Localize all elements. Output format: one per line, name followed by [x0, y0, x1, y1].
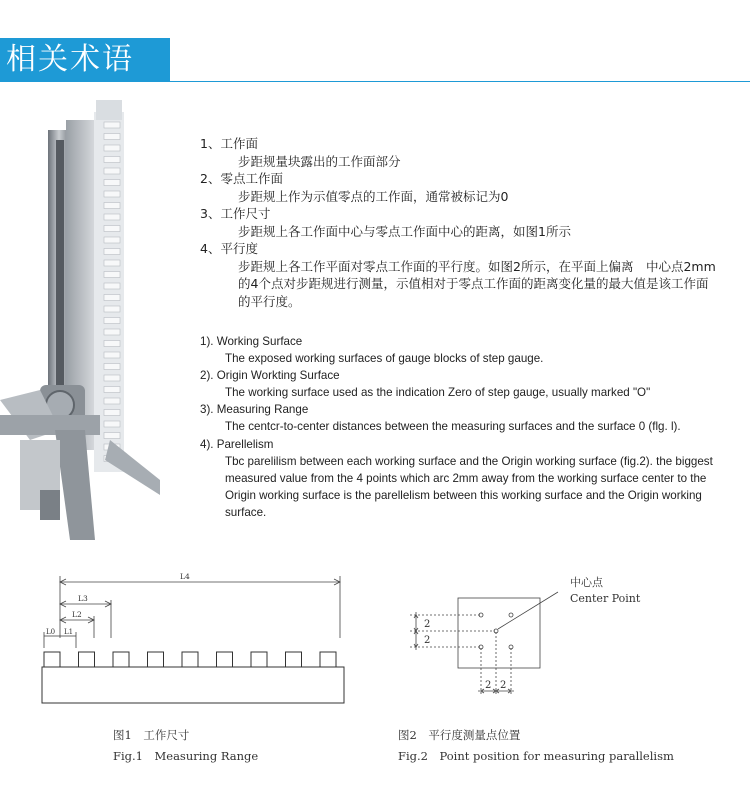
- gauge-block: [104, 341, 120, 347]
- figure-2-caption-cn: 图2 平行度测量点位置: [398, 728, 521, 742]
- gauge-block: [104, 306, 120, 312]
- gauge-block: [104, 398, 120, 404]
- gauge-block: [104, 295, 120, 301]
- figure-1-block: [44, 652, 60, 667]
- gauge-block: [104, 226, 120, 232]
- term-cn-heading-4: 4、平行度: [200, 241, 258, 256]
- gauge-block: [104, 352, 120, 358]
- figure-1-block: [217, 652, 233, 667]
- gauge-block: [104, 180, 120, 186]
- figure-1-caption-cn: 图1 工作尺寸: [113, 728, 190, 742]
- figure-2-caption-en: Fig.2 Point position for measuring parallelism: [398, 749, 674, 763]
- gauge-block: [104, 249, 120, 255]
- figure-1-block: [113, 652, 129, 667]
- dim-label-left-1: 2: [424, 619, 431, 630]
- figure-1-block: [320, 652, 336, 667]
- gauge-block: [104, 191, 120, 197]
- gauge-block: [104, 421, 120, 427]
- figure-1-blocks: [44, 652, 336, 667]
- figure-1-diagram: [38, 568, 348, 718]
- center-point-en: Center Point: [570, 592, 641, 605]
- label-l1: L1: [64, 628, 74, 636]
- gauge-block: [104, 387, 120, 393]
- gauge-block: [104, 375, 120, 381]
- gauge-block: [104, 168, 120, 174]
- term-en-desc-3: The centcr-to-center distances between the measuring surfaces and the surface 0 (flg. l).: [225, 420, 681, 434]
- gauge-block: [104, 318, 120, 324]
- gauge-block: [104, 260, 120, 266]
- term-cn-heading-2: 2、零点工作面: [200, 171, 283, 186]
- figure-1-block: [182, 652, 198, 667]
- terms-en: [200, 333, 720, 521]
- section-title-bar: [0, 38, 170, 82]
- figure-1-block: [251, 652, 267, 667]
- gauge-block: [104, 329, 120, 335]
- term-en-desc-4: Tbc parelilism between each working surface and the Origin working surface (fig.2). the biggest measured value from the 4 points which arc 2mm away from the working surface center to the Origin working surface is the parellelism between this working surface and the Origin working surface.: [225, 454, 713, 519]
- dim-label-bottom-2: 2: [500, 680, 507, 691]
- term-cn-heading-3: 3、工作尺寸: [200, 206, 271, 221]
- gauge-block: [104, 157, 120, 163]
- label-l4: L4: [180, 572, 190, 581]
- title-divider: [0, 81, 750, 82]
- center-point-cn: 中心点: [570, 576, 603, 589]
- term-en-desc-2: The working surface used as the indication Zero of step gauge, usually marked "O": [225, 386, 651, 400]
- term-en-heading-1: 1). Working Surface: [200, 335, 303, 348]
- step-gauge-photo: [0, 100, 175, 550]
- label-l3: L3: [78, 594, 88, 603]
- gauge-block: [104, 272, 120, 278]
- figure-1-caption-en: Fig.1 Measuring Range: [113, 749, 259, 763]
- gauge-block: [104, 433, 120, 439]
- figure-1-block: [286, 652, 302, 667]
- term-en-desc-1: The exposed working surfaces of gauge blocks of step gauge.: [225, 352, 544, 366]
- gauge-block: [104, 364, 120, 370]
- gauge-block: [104, 134, 120, 140]
- figure-1-block: [148, 652, 164, 667]
- gauge-block: [104, 122, 120, 128]
- term-cn-desc-2: 步距规上作为示值零点的工作面，通常被标记为0: [238, 188, 509, 204]
- label-l0: L0: [46, 628, 56, 636]
- dim-label-left-2: 2: [424, 635, 431, 646]
- gauge-block: [104, 237, 120, 243]
- term-cn-desc-4: 步距规上各工作平面对零点工作面的平行度。如图2所示，在平面上偏离 中心点2mm的4个点对步距规进行测量，示值相对于零点工作面的距离变化量的最大值是该工作面的平行度。: [238, 258, 716, 309]
- terms-cn: [200, 135, 720, 310]
- gauge-block: [104, 145, 120, 151]
- gauge-block: [104, 283, 120, 289]
- label-l2: L2: [72, 610, 82, 619]
- term-en-heading-3: 3). Measuring Range: [200, 403, 309, 417]
- term-en-heading-2: 2). Origin Workting Surface: [200, 369, 340, 383]
- term-en-heading-4: 4). Parellelism: [200, 437, 274, 451]
- gauge-block: [104, 214, 120, 220]
- gauge-block: [104, 203, 120, 209]
- term-cn-desc-1: 步距规量块露出的工作面部分: [238, 153, 401, 169]
- gauge-block: [104, 410, 120, 416]
- dim-label-bottom-1: 2: [485, 680, 492, 691]
- figure-1-block: [79, 652, 95, 667]
- figure-2-diagram: [400, 570, 660, 710]
- section-title: 相关术语: [6, 42, 134, 77]
- term-cn-heading-1: 1、工作面: [200, 136, 258, 151]
- term-cn-desc-3: 步距规上各工作面中心与零点工作面中心的距离，如图1所示: [238, 223, 571, 239]
